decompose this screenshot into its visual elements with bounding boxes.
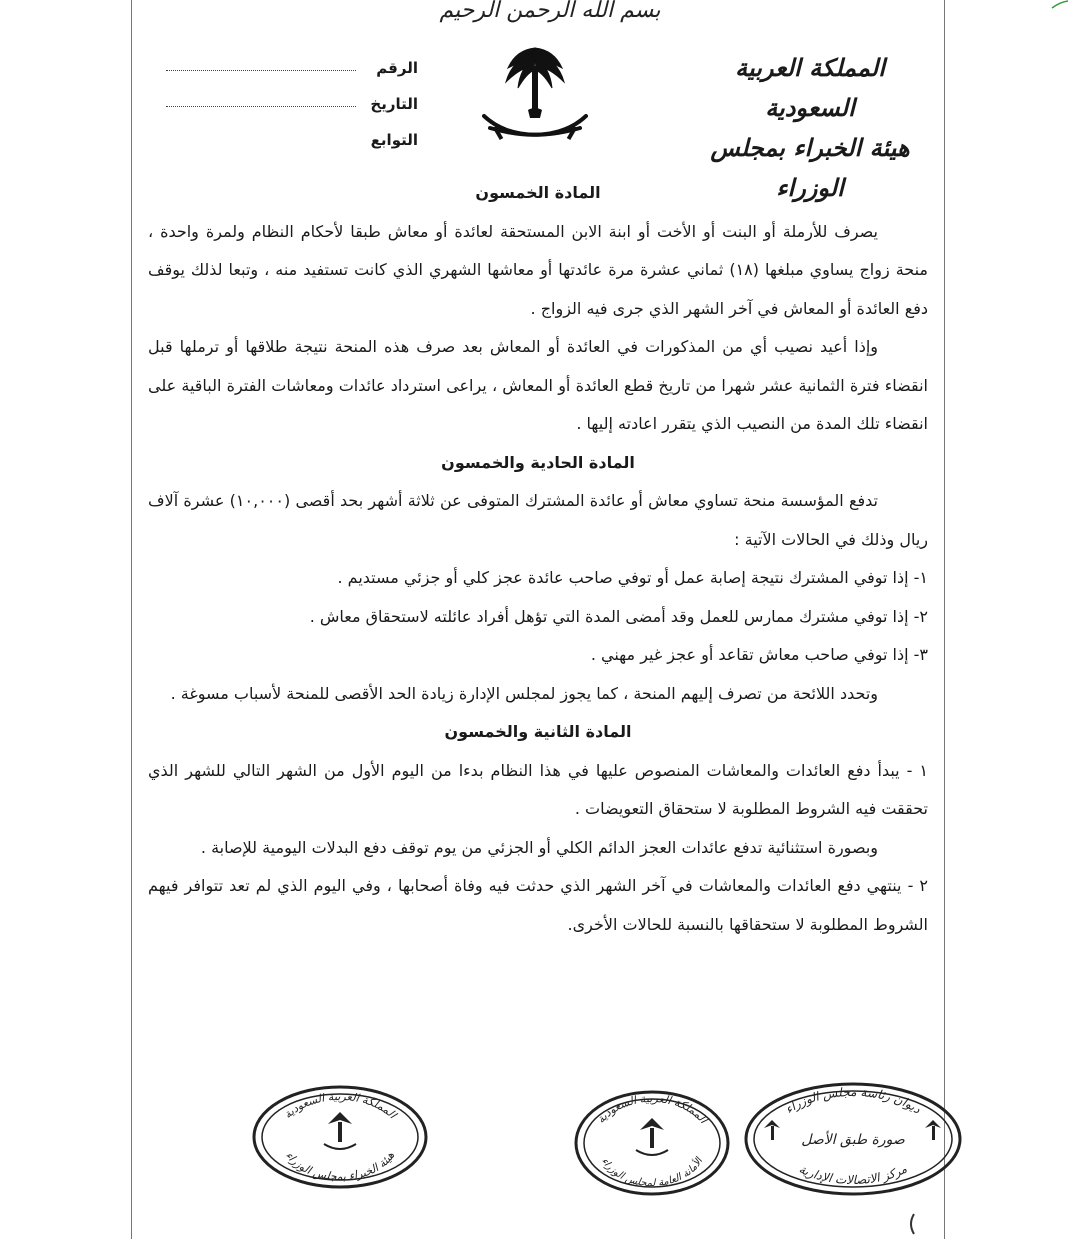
svg-text:هيئة الخبراء بمجلس الوزراء: هيئة الخبراء بمجلس الوزراء — [282, 1149, 398, 1184]
reference-fields — [158, 50, 418, 158]
svg-text:المملكة العربية السعودية: المملكة العربية السعودية — [281, 1089, 399, 1122]
expert-commission-seal — [250, 1082, 430, 1192]
article-52-item-2: ٢ - ينتهي دفع العائدات والمعاشات في آخر الشهر الذي حدثت فيه وفاة أصحابها ، وفي اليوم الذي لم تعد تتوافر فيهم الشروط المطلوبة لا ستحقاقها بالنسبة للحالات الأخرى. — [148, 876, 928, 934]
article-51-heading: المادة الحادية والخمسون — [441, 452, 635, 472]
article-50-paragraph-2: وإذا أعيد نصيب أي من المذكورات في العائدة أو المعاش بعد صرف هذه المنحة نتيجة طلاقها أو ترملها قبل انقضاء فترة الثمانية عشر شهرا من تاريخ قطع العائدة أو المعاش ، يراعى استرداد عائدات ومعاشات الفترة الباقية على انقضاء تلك المدة من النصيب الذي يتقرر اعادته إليها . — [148, 337, 928, 433]
kingdom-name: المملكة العربية السعودية — [735, 53, 885, 122]
document-body — [148, 174, 928, 944]
svg-text:ديوان رئاسة مجلس الوزراء: ديوان رئاسة مجلس الوزراء — [782, 1084, 924, 1117]
attachments-field — [158, 122, 418, 158]
cabinet-secretariat-seal — [572, 1088, 732, 1198]
article-51-item-2: ٢- إذا توفي مشترك ممارس للعمل وقد أمضى المدة التي تؤهل أفراد عائلته لاستحقاق معاش . — [309, 606, 928, 626]
date-label: التاريخ — [370, 95, 418, 113]
corner-mark — [1050, 0, 1070, 10]
article-52-paragraph-exception: وبصورة استثنائية تدفع عائدات العجز الدائم الكلي أو الجزئي من يوم توقف دفع البدلات اليومية للإصابة . — [200, 837, 878, 857]
number-dotted-line — [166, 70, 356, 71]
date-field — [158, 86, 418, 122]
basmala: بسم الله الرحمن الرحيم — [439, 0, 661, 23]
page-number-mark — [904, 1212, 920, 1236]
article-51-paragraph-1: تدفع المؤسسة منحة تساوي معاش أو عائدة المشترك المتوفى عن ثلاثة أشهر بحد أقصى (١٠,٠٠٠) عشرة آلاف ريال وذلك في الحالات الآتية : — [148, 491, 928, 549]
article-52-item-1: ١ - يبدأ دفع العائدات والمعاشات المنصوص عليها في هذا النظام بدءا من اليوم الأول من الشهر التالي للشهر الذي تحققت فيه الشروط المطلوبة لا ستحقاق التعويضات . — [148, 760, 928, 818]
right-border-line — [944, 0, 945, 1239]
true-copy-seal — [742, 1080, 964, 1198]
article-51-paragraph-2: وتحدد اللائحة من تصرف إليهم المنحة ، كما يجوز لمجلس الإدارة زيادة الحد الأقصى للمنحة لأسباب مسوغة . — [170, 683, 878, 703]
article-51-item-1: ١- إذا توفي المشترك نتيجة إصابة عمل أو توفي صاحب عائدة عجز كلي أو جزئي مستديم . — [337, 568, 928, 587]
article-52-heading: المادة الثانية والخمسون — [444, 722, 632, 741]
authority-name: هيئة الخبراء بمجلس الوزراء — [710, 133, 910, 202]
article-50-paragraph-1: يصرف للأرملة أو البنت أو الأخت أو ابنة الابن المستحقة لعائدة أو معاش طبقا لأحكام النظام ولمرة واحدة ، منحة زواج يساوي مبلغها (١٨) ثماني عشرة مرة عائدتها أو معاشها الشهري الذي كانت تستفيد منه ، وتبعا لذلك يوقف دفع العائدة أو المعاش في آخر الشهر الذي جرى فيه الزواج . — [148, 221, 928, 318]
svg-text:مركز الاتصالات الإدارية: مركز الاتصالات الإدارية — [796, 1161, 910, 1188]
svg-text:المملكة العربية السعودية: المملكة العربية السعودية — [594, 1091, 710, 1126]
left-border-line — [131, 0, 132, 1239]
number-label: الرقم — [376, 59, 418, 77]
date-dotted-line — [166, 106, 356, 107]
palm-and-swords-emblem — [476, 38, 594, 156]
article-50-heading: المادة الخمسون — [475, 183, 601, 202]
svg-text:صورة طبق الأصل: صورة طبق الأصل — [801, 1132, 905, 1148]
number-field — [158, 50, 418, 86]
attachments-label: التوابع — [370, 131, 418, 149]
article-51-item-3: ٣- إذا توفي صاحب معاش تقاعد أو عجز غير مهني . — [590, 645, 928, 664]
svg-text:الأمانة العامة لمجلس الوزراء: الأمانة العامة لمجلس الوزراء — [598, 1156, 706, 1190]
